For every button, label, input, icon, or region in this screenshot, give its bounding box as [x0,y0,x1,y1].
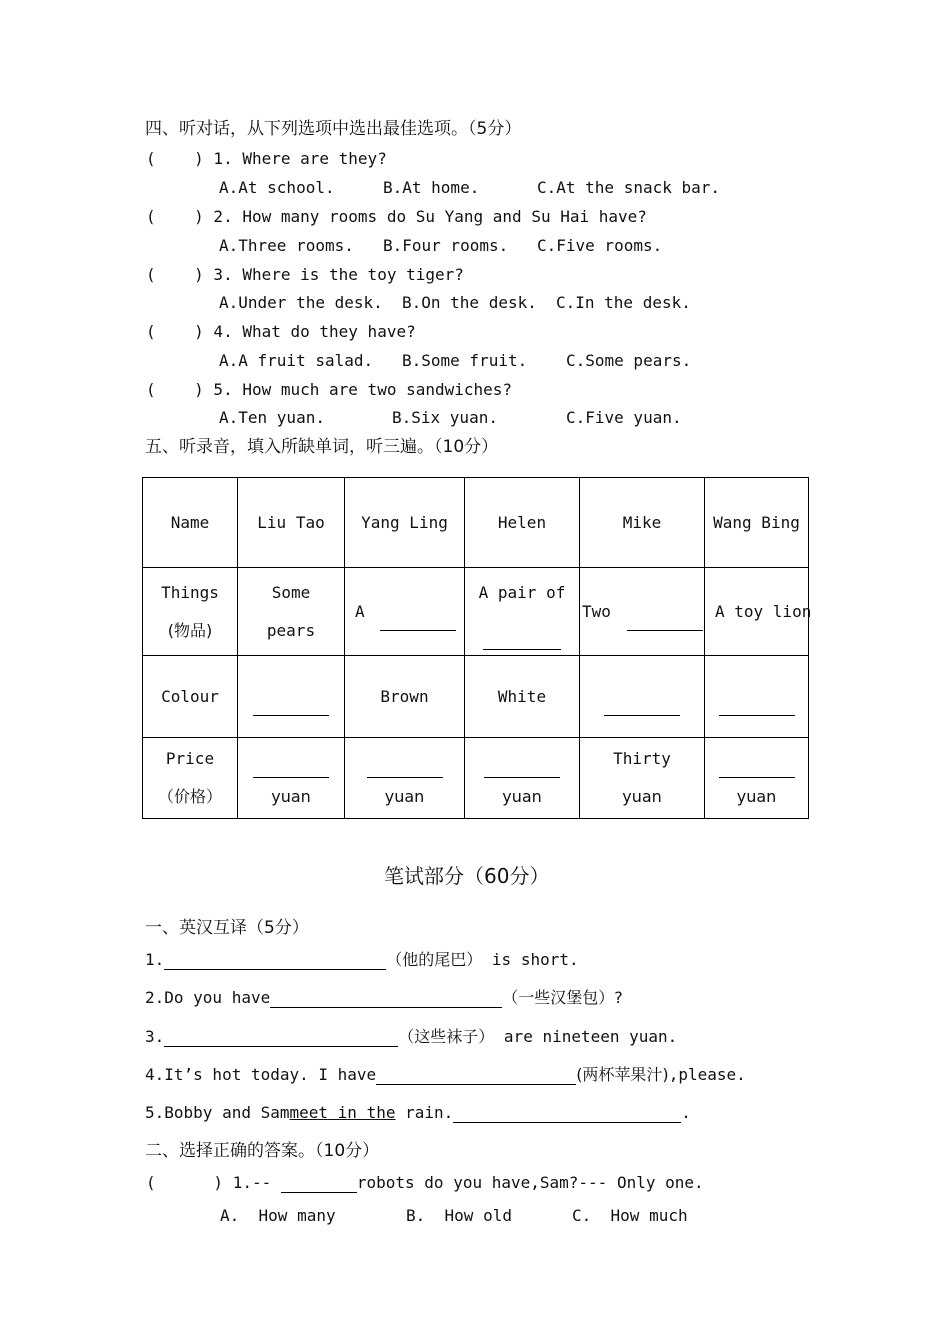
item-3-num: 3. [145,1027,165,1046]
things-liu-tao-line2: pears [266,620,316,640]
translate-item-5 [145,1103,691,1123]
colour-helen: White [465,656,580,738]
name-wang-bing: Wang Bing [705,478,809,568]
header-things-cn: (物品) [167,620,213,640]
blank-things-mike[interactable] [627,612,703,631]
blank-colour-mike[interactable] [604,697,680,716]
blank-price-helen[interactable] [484,759,560,778]
name-mike: Mike [580,478,705,568]
colour-mike [580,656,705,738]
written-part-title: 笔试部分（60分） [384,864,550,888]
choice-question-1 [146,1173,704,1193]
things-liu-tao-line1: Some [271,582,311,602]
question-1-option-c: C.At the snack bar. [537,178,721,197]
price-liu-tao-unit: yuan [271,787,311,806]
translate-item-1 [145,950,579,970]
item-4-blank[interactable] [376,1066,576,1085]
blank-colour-wang-bing[interactable] [719,697,795,716]
name-helen: Helen [465,478,580,568]
blank-price-yang-ling[interactable] [367,759,443,778]
price-liu-tao [238,738,345,819]
item-2-num: 2. [145,988,165,1007]
choice-1-stem-pre: ( ) 1.-- [146,1173,281,1192]
question-4-option-c: C.Some pears. [566,351,692,370]
translate-item-2 [145,988,623,1008]
name-yang-ling: Yang Ling [345,478,465,568]
things-mike-text: Two [582,601,611,621]
item-5-blank[interactable] [453,1104,681,1123]
question-5-option-b: B.Six yuan. [392,408,498,427]
question-1-option-a: A.At school. [219,178,335,197]
price-helen-unit: yuan [502,787,542,806]
header-price-cn: （价格） [157,787,222,806]
choice-1-blank[interactable] [281,1174,357,1193]
things-wang-bing: A toy lion [705,568,809,656]
blank-things-helen[interactable] [483,631,561,650]
translate-item-3 [145,1027,677,1047]
item-4-num: 4. [145,1065,165,1084]
things-mike [580,568,705,656]
item-5-pre: Bobby and Sam [164,1103,290,1122]
name-liu-tao: Liu Tao [238,478,345,568]
item-3-blank[interactable] [164,1028,398,1047]
written-section-2-heading: 二、选择正确的答案。（10分） [145,1141,380,1161]
item-5-end: . [681,1103,691,1122]
question-2-option-a: A.Three rooms. [219,236,354,255]
item-4-cn: (两杯苹果汁) [576,1065,669,1084]
header-things-en: Things [161,582,219,602]
question-2-option-c: C.Five rooms. [537,236,663,255]
price-wang-bing-unit: yuan [736,787,777,806]
written-section-1-heading: 一、英汉互译（5分） [145,918,309,938]
question-2-stem: ( ) 2. How many rooms do Su Yang and Su Hai have? [146,207,647,226]
section-4-heading: 四、听对话，从下列选项中选出最佳选项。（5分） [145,119,522,139]
question-1-option-b: B.At home. [383,178,480,197]
choice-1-stem-post: robots do you have,Sam?--- Only one. [356,1173,704,1192]
item-2-cn: （一些汉堡包）? [502,988,623,1007]
things-helen-text: A pair of [478,582,566,602]
question-3-stem: ( ) 3. Where is the toy tiger? [146,265,464,284]
price-wang-bing [705,738,809,819]
things-liu-tao [238,568,345,656]
item-5-post: rain. [405,1103,454,1122]
item-4-en: ,please. [668,1065,746,1084]
header-name: Name [143,478,238,568]
price-mike [580,738,705,819]
blank-price-wang-bing[interactable] [719,759,795,778]
header-price [143,738,238,819]
item-3-cn: （这些袜子） [398,1027,495,1046]
question-4-option-a: A.A fruit salad. [219,351,374,370]
question-5-option-a: A.Ten yuan. [219,408,325,427]
choice-1-option-b: B. How old [406,1206,512,1225]
colour-yang-ling: Brown [345,656,465,738]
price-helen [465,738,580,819]
price-mike-unit: yuan [622,787,662,806]
item-5-num: 5. [145,1103,165,1122]
price-yang-ling-unit: yuan [384,787,425,806]
question-3-option-a: A.Under the desk. [219,293,383,312]
things-yang-ling-text: A [355,601,365,621]
blank-price-liu-tao[interactable] [253,759,329,778]
item-1-en: is short. [491,950,579,969]
listening-table [142,477,812,819]
translate-item-4 [145,1065,746,1085]
price-yang-ling [345,738,465,819]
things-helen [465,568,580,656]
colour-wang-bing [705,656,809,738]
item-4-pre: It’s hot today. I have [164,1065,377,1084]
item-2-pre: Do you have [164,988,271,1007]
question-4-option-b: B.Some fruit. [402,351,528,370]
things-yang-ling [345,568,465,656]
header-colour: Colour [143,656,238,738]
header-things [143,568,238,656]
item-1-cn: （他的尾巴） [386,950,483,969]
item-5-underlined: meet in the [289,1103,396,1122]
blank-colour-liu-tao[interactable] [253,697,329,716]
header-price-en: Price [165,749,215,768]
price-mike-value: Thirty [613,749,671,768]
question-3-option-c: C.In the desk. [556,293,691,312]
item-1-num: 1. [145,950,165,969]
blank-things-yang-ling[interactable] [380,612,456,631]
question-1-stem: ( ) 1. Where are they? [146,149,387,168]
question-4-stem: ( ) 4. What do they have? [146,322,416,341]
choice-1-option-c: C. How much [572,1206,688,1225]
colour-liu-tao [238,656,345,738]
question-5-option-c: C.Five yuan. [566,408,682,427]
question-2-option-b: B.Four rooms. [383,236,509,255]
item-2-blank[interactable] [270,989,502,1008]
section-5-heading: 五、听录音，填入所缺单词，听三遍。（10分） [145,437,499,457]
item-3-en: are nineteen yuan. [503,1027,678,1046]
item-1-blank[interactable] [164,951,386,970]
question-3-option-b: B.On the desk. [402,293,537,312]
choice-1-option-a: A. How many [220,1206,336,1225]
question-5-stem: ( ) 5. How much are two sandwiches? [146,380,513,399]
